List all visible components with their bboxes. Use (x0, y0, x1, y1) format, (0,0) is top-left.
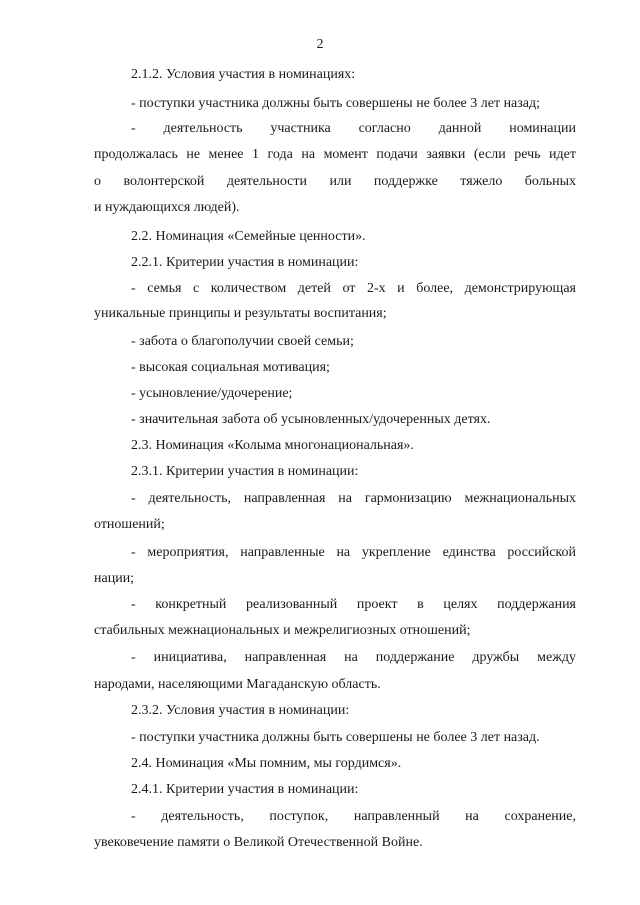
text-line: уникальные принципы и результаты воспитания; (94, 306, 387, 321)
text-line: - конкретный реализованный проект в целях поддержания (131, 597, 576, 612)
text-line: народами, населяющими Магаданскую область. (94, 677, 381, 692)
section-2-3-heading: 2.3. Номинация «Колыма многонациональная». (131, 438, 414, 453)
text-line: - поступки участника должны быть совершены не более 3 лет назад; (131, 96, 541, 111)
text-line: увековечение памяти о Великой Отечественной Войне. (94, 835, 423, 850)
text-line: - забота о благополучии своей семьи; (131, 334, 354, 349)
text-line: - деятельность, поступок, направленный на сохранение, (131, 809, 576, 824)
text-line: о волонтерской деятельности или поддержке тяжело больных (94, 174, 576, 189)
text-line: - мероприятия, направленные на укрепление единства российской (131, 545, 576, 560)
text-line: и нуждающихся людей). (94, 200, 240, 215)
text-line: - поступки участника должны быть совершены не более 3 лет назад. (131, 730, 540, 745)
text-line: отношений; (94, 517, 165, 532)
text-line: - деятельность участника согласно данной номинации (131, 121, 576, 136)
section-2-1-2-heading: 2.1.2. Условия участия в номинациях: (131, 67, 356, 82)
section-2-2-1-heading: 2.2.1. Критерии участия в номинации: (131, 255, 359, 270)
section-2-4-heading: 2.4. Номинация «Мы помним, мы гордимся». (131, 756, 402, 771)
section-2-2-heading: 2.2. Номинация «Семейные ценности». (131, 229, 366, 244)
section-2-3-1-heading: 2.3.1. Критерии участия в номинации: (131, 464, 359, 479)
page-number: 2 (316, 37, 324, 52)
text-line: стабильных межнациональных и межрелигиозных отношений; (94, 623, 471, 638)
text-line: - деятельность, направленная на гармонизацию межнациональных (131, 491, 576, 506)
text-line: продолжалась не менее 1 года на момент подачи заявки (если речь идет (94, 147, 576, 162)
text-line: - значительная забота об усыновленных/удочеренных детях. (131, 412, 491, 427)
section-2-3-2-heading: 2.3.2. Условия участия в номинации: (131, 703, 350, 718)
text-line: нации; (94, 571, 135, 586)
text-line: - семья с количеством детей от 2-х и более, демонстрирующая (131, 281, 576, 296)
text-line: - высокая социальная мотивация; (131, 360, 330, 375)
text-line: - усыновление/удочерение; (131, 386, 293, 401)
section-2-4-1-heading: 2.4.1. Критерии участия в номинации: (131, 782, 359, 797)
text-line: - инициатива, направленная на поддержание дружбы между (131, 650, 576, 665)
